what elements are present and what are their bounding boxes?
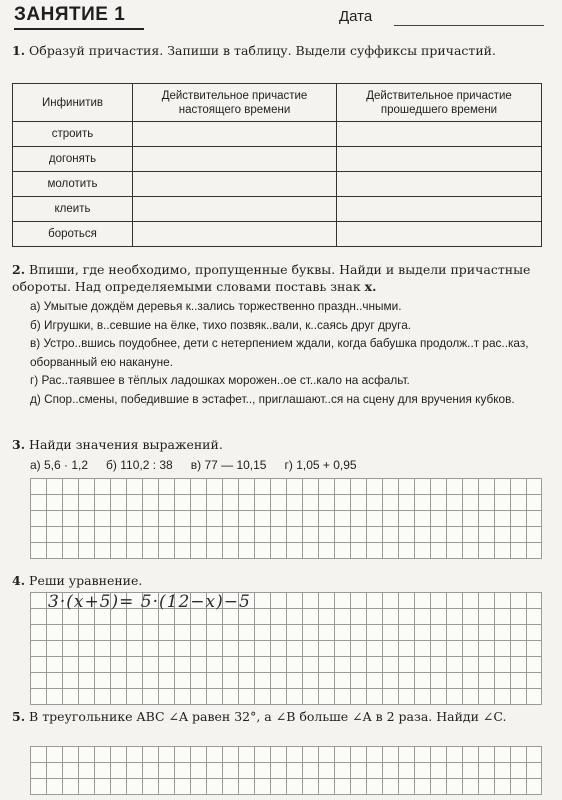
task-3-number: 3. xyxy=(12,437,26,452)
task-2-text: Впиши, где необходимо, пропущенные буквы. Найди и выдели причастные обороты. Над определяемыми словами поставь знак xyxy=(12,262,531,294)
sentence-item: б) Игрушки, в..севшие на ёлке, тихо позвяк..вали, к..саясь друг друга. xyxy=(30,317,412,332)
table-row xyxy=(13,147,542,172)
answer-cell[interactable] xyxy=(337,172,542,197)
column-header: Действительное причастие прошедшего времени xyxy=(337,84,542,122)
task-4-text: Реши уравнение. xyxy=(29,573,143,588)
table-row xyxy=(13,222,542,247)
answer-cell[interactable] xyxy=(337,197,542,222)
sentence-item: д) Спор..смены, победившие в эстафет.., приглашают..ся на сцену для вручения кубков. xyxy=(30,391,515,406)
page-header xyxy=(14,4,548,30)
date-label: Дата xyxy=(339,8,373,25)
answer-cell[interactable] xyxy=(133,147,337,172)
table-row xyxy=(13,172,542,197)
participle-table xyxy=(12,83,542,247)
table-header-row xyxy=(13,84,542,122)
lesson-title: ЗАНЯТИЕ 1 xyxy=(14,4,126,25)
expression-item: г) 1,05 + 0,95 xyxy=(284,458,357,472)
answer-cell[interactable] xyxy=(337,122,542,147)
sentence-item: в) Устро..вшись поудобнее, дети с нетерпением ждали, когда бабушка продолж..т рас..каз, оборванный ею накануне. xyxy=(30,336,529,369)
infinitive-cell: клеить xyxy=(13,197,133,222)
task-5-number: 5. xyxy=(12,709,26,724)
task-1-number: 1. xyxy=(12,43,26,58)
task-2-number: 2. xyxy=(12,262,26,277)
task-5-answer-grid[interactable] xyxy=(30,746,542,795)
expression-item: б) 110,2 : 38 xyxy=(106,458,173,472)
task-2-sentences xyxy=(30,297,542,408)
answer-cell[interactable] xyxy=(337,147,542,172)
table-row xyxy=(13,197,542,222)
task-2-prompt xyxy=(12,261,542,295)
expression-list xyxy=(30,458,540,472)
answer-cell[interactable] xyxy=(133,122,337,147)
table-row xyxy=(13,122,542,147)
infinitive-cell: бороться xyxy=(13,222,133,247)
answer-cell[interactable] xyxy=(337,222,542,247)
expression-item: а) 5,6 · 1,2 xyxy=(30,458,89,472)
task-4-prompt xyxy=(12,572,542,589)
task-5-text: В треугольнике ABC ∠A равен 32°, а ∠B больше ∠A в 2 раза. Найди ∠C. xyxy=(29,709,507,724)
answer-cell[interactable] xyxy=(133,222,337,247)
handwritten-equation: 3·(x+5)= 5·(12−x)−5 xyxy=(48,592,251,612)
task-5-prompt xyxy=(12,708,542,725)
infinitive-cell: строить xyxy=(13,122,133,147)
infinitive-cell: молотить xyxy=(13,172,133,197)
task-3-answer-grid[interactable] xyxy=(30,478,542,559)
column-header: Инфинитив xyxy=(13,84,133,122)
answer-cell[interactable] xyxy=(133,172,337,197)
task-1-text: Образуй причастия. Запиши в таблицу. Выдели суффиксы причастий. xyxy=(29,43,496,58)
task-1-prompt xyxy=(12,42,542,59)
sentence-item: а) Умытые дождём деревья к..зались торжественно праздн..чными. xyxy=(30,299,402,313)
column-header: Действительное причастие настоящего времени xyxy=(133,84,337,122)
answer-cell[interactable] xyxy=(133,197,337,222)
date-field[interactable] xyxy=(394,25,544,26)
task-2-mark: х. xyxy=(364,279,377,294)
task-3-text: Найди значения выражений. xyxy=(29,437,223,452)
infinitive-cell: догонять xyxy=(13,147,133,172)
task-4-number: 4. xyxy=(12,573,26,588)
sentence-item: г) Рас..таявшее в тёплых ладошках морожен..ое ст..кало на асфальт. xyxy=(30,373,410,387)
title-underline xyxy=(14,28,144,30)
task-3-prompt xyxy=(12,436,542,453)
expression-item: в) 77 — 10,15 xyxy=(190,458,267,472)
